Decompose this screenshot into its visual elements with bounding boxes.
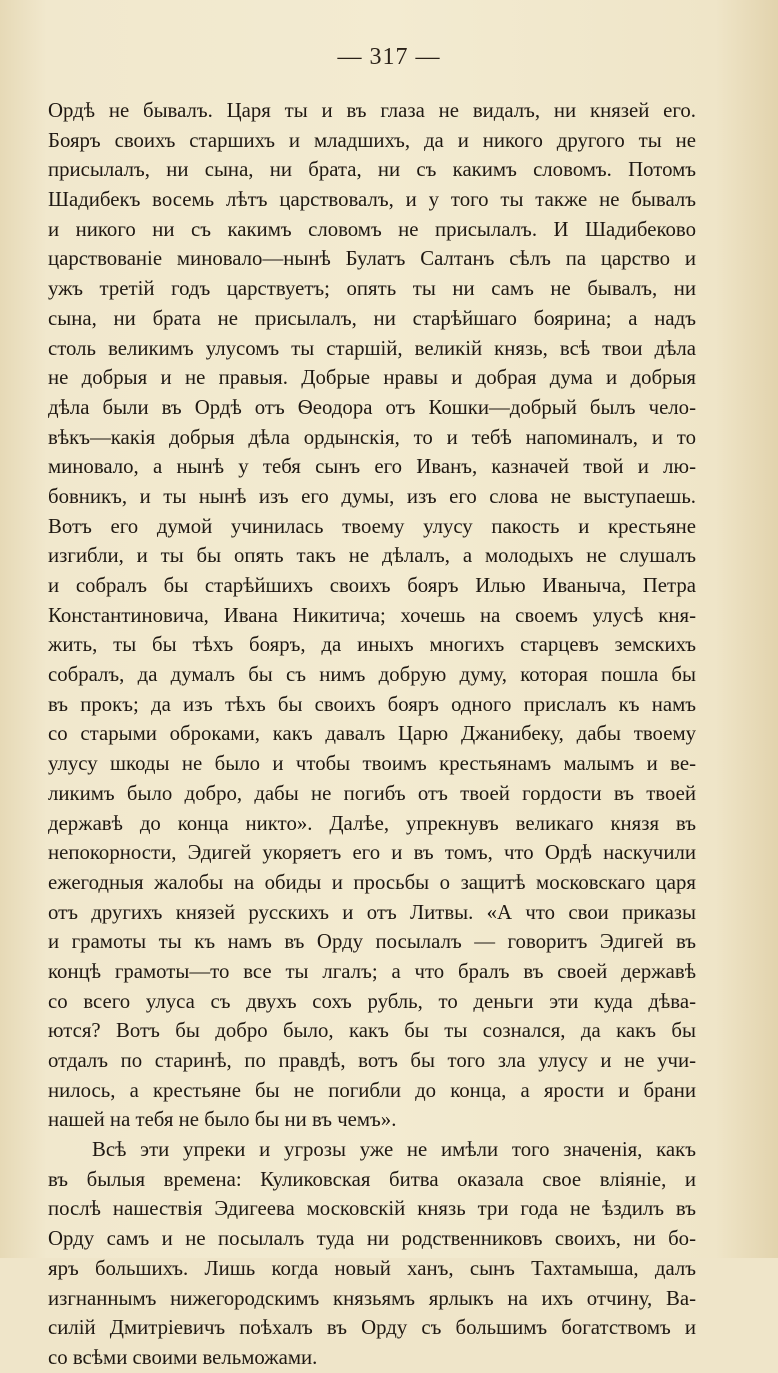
text-line: отдалъ по старинѣ, по правдѣ, вотъ бы того зла улусу и не учи- xyxy=(48,1049,696,1072)
text-line: въ прокъ; да изъ тѣхъ бы своихъ бояръ одного прислалъ къ намъ xyxy=(48,692,696,716)
paragraph-1 xyxy=(48,96,696,1135)
text-line: Вотъ его думой учинилась твоему улусу пакость и крестьяне xyxy=(48,514,696,538)
text-line: Бояръ своихъ старшихъ и младшихъ, да и никого другого ты не xyxy=(48,128,696,152)
text-line: и грамоты ты къ намъ въ Орду посылалъ — говоритъ Эдигей въ xyxy=(48,930,696,954)
text-line: сына, ни брата не присылалъ, ни старѣйшаго боярина; а надъ xyxy=(48,306,696,330)
text-line: и никого ни съ какимъ словомъ не присылалъ. И Шадибеково xyxy=(48,217,696,241)
text-line: Орду самъ и не посылалъ туда ни родственниковъ своихъ, ни бо- xyxy=(48,1227,696,1251)
text-line: улусу шкоды не было и чтобы твоимъ крестьянамъ малымъ и ве- xyxy=(48,752,696,776)
text-line: ежегодныя жалобы на обиды и просьбы о защитѣ московскаго царя xyxy=(48,870,696,894)
text-line: послѣ нашествія Эдигеева московскій князь три года не ѣздилъ въ xyxy=(48,1197,696,1221)
paragraph-2 xyxy=(48,1135,696,1373)
text-line: ужъ третій годъ царствуетъ; опять ты ни самъ не бывалъ, ни xyxy=(48,277,696,301)
text-line: отъ другихъ князей русскихъ и отъ Литвы. «А что свои приказы xyxy=(48,900,696,924)
text-line: царствованіе миновало—нынѣ Булатъ Салтанъ сѣлъ па царство и xyxy=(48,247,696,271)
text-line: дѣла были въ Ордѣ отъ Ѳеодора отъ Кошки—добрый былъ чело- xyxy=(48,395,696,419)
text-line: ются? Вотъ бы добро было, какъ бы ты сознался, да какъ бы xyxy=(48,1019,696,1043)
text-line: вѣкъ—какія добрыя дѣла ордынскія, то и тебѣ напоминалъ, и то xyxy=(48,425,696,449)
text-line: концѣ грамоты—то все ты лгалъ; а что бралъ въ своей державѣ xyxy=(48,959,696,983)
text-line: Всѣ эти упреки и угрозы уже не имѣли того значенія, какъ xyxy=(92,1138,696,1162)
text-line: яръ большихъ. Лишь когда новый ханъ, сынъ Тахтамыша, далъ xyxy=(48,1256,696,1280)
text-line: бовникъ, и ты нынѣ изъ его думы, изъ его слова не выступаешь. xyxy=(48,484,696,508)
text-line: нилось, а крестьяне бы не погибли до конца, а ярости и брани xyxy=(48,1078,696,1102)
page-number: — 317 — xyxy=(337,44,441,70)
text-line: со старыми оброками, какъ давалъ Царю Джанибеку, дабы твоему xyxy=(48,722,696,746)
text-line: силій Дмитріевичъ поѣхалъ въ Орду съ большимъ богатствомъ и xyxy=(48,1316,696,1340)
text-line: державѣ до конца никто». Далѣе, упрекнувъ великаго князя въ xyxy=(48,811,696,835)
text-line: и собралъ бы старѣйшихъ своихъ бояръ Илью Иваныча, Петра xyxy=(48,574,696,597)
text-line: столь великимъ улусомъ ты старшій, великій князь, всѣ твои дѣла xyxy=(48,336,696,360)
text-line: въ былыя времена: Куликовская битва оказала свое вліяніе, и xyxy=(48,1167,696,1191)
text-line: изгибли, и ты бы опять такъ не дѣлалъ, а молодыхъ не слушалъ xyxy=(48,544,696,568)
text-line: ликимъ было добро, дабы не погибъ отъ твоей гордости въ твоей xyxy=(48,781,696,805)
text-line: миновало, а нынѣ у тебя сынъ его Иванъ, казначей твой и лю- xyxy=(48,455,696,479)
text-line: со всего улуса съ двухъ сохъ рубль, то деньги эти куда дѣва- xyxy=(48,989,696,1013)
text-line: изгнаннымъ нижегородскимъ князьямъ ярлыкъ на ихъ отчину, Ва- xyxy=(48,1286,696,1310)
text-line: Константиновича, Ивана Никитича; хочешь на своемъ улусѣ кня- xyxy=(48,603,696,627)
text-line: жить, ты бы тѣхъ бояръ, да иныхъ многихъ старцевъ земскихъ xyxy=(48,633,696,657)
text-line: со всѣми своими вельможами. xyxy=(48,1345,318,1369)
text-line: непокорности, Эдигей укоряетъ его и въ томъ, что Ордѣ наскучили xyxy=(48,841,696,865)
text-line: нашей на тебя не было бы ни въ чемъ». xyxy=(48,1108,397,1132)
body-text xyxy=(48,96,696,1373)
text-line: не добрыя и не правыя. Добрые нравы и добрая дума и добрыя xyxy=(48,366,696,390)
text-line: Шадибекъ восемь лѣтъ царствовалъ, и у того ты также не бывалъ xyxy=(48,188,696,212)
text-line: собралъ, да думалъ бы съ нимъ добрую думу, которая пошла бы xyxy=(48,663,696,687)
text-line: Ордѣ не бывалъ. Царя ты и въ глаза не видалъ, ни князей его. xyxy=(48,99,696,122)
text-line: присылалъ, ни сына, ни брата, ни съ какимъ словомъ. Потомъ xyxy=(48,158,696,182)
